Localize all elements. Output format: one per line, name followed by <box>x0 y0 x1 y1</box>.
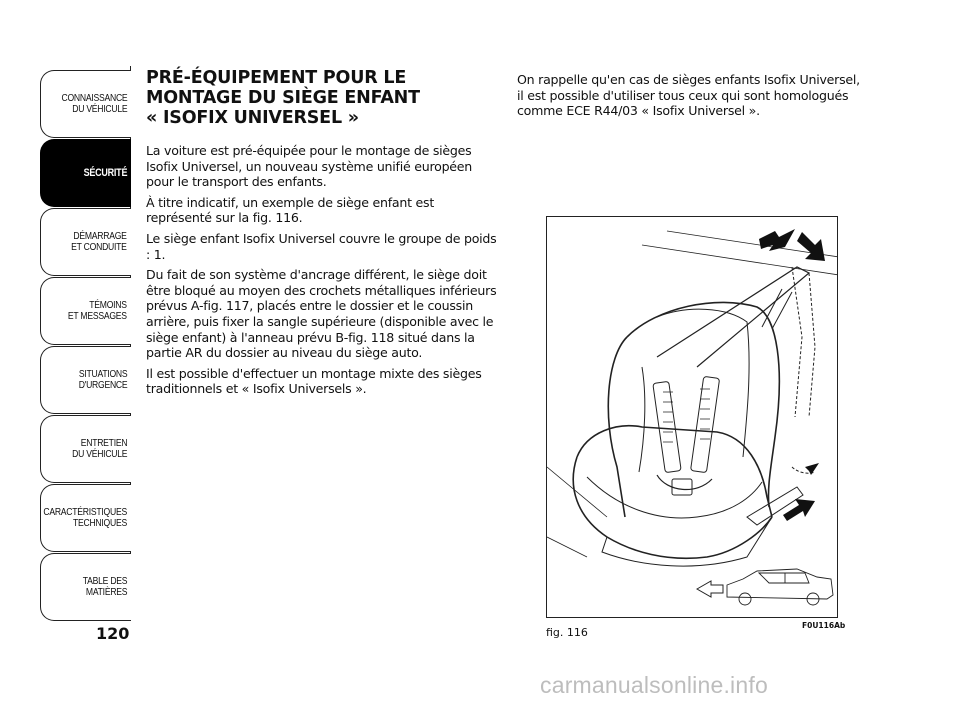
tab-entretien[interactable] <box>40 415 131 483</box>
paragraph: Il est possible d'effectuer un montage mixte des sièges traditionnels et « Isofix Universels ». <box>146 365 482 397</box>
tab-label: TÉMOINS ET MESSAGES <box>68 299 127 322</box>
tab-situations[interactable] <box>40 346 131 414</box>
tab-label: TABLE DES MATIÈRES <box>82 575 127 598</box>
tab-label: CARACTÉRISTIQUES TECHNIQUES <box>43 506 127 529</box>
paragraph: Le siège enfant Isofix Universel couvre le groupe de poids : 1. <box>146 230 497 262</box>
paragraph: À titre indicatif, un exemple de siège enfant est représenté sur la fig. 116. <box>146 194 435 226</box>
section-title: PRÉ-ÉQUIPEMENT POUR LE MONTAGE DU SIÈGE ENFANT « ISOFIX UNIVERSEL » <box>146 68 420 128</box>
figure-caption: fig. 116 <box>546 626 588 639</box>
tab-temoins[interactable] <box>40 277 131 345</box>
tab-connaissance[interactable] <box>40 70 131 138</box>
main-column <box>146 68 502 402</box>
tab-label: SITUATIONS D'URGENCE <box>78 368 127 391</box>
tab-demarrage[interactable] <box>40 208 131 276</box>
isofix-child-seat-drawing <box>547 217 838 618</box>
tab-label: DÉMARRAGE ET CONDUITE <box>71 230 127 253</box>
paragraph: On rappelle qu'en cas de sièges enfants Isofix Universel, il est possible d'utiliser tous ceux qui sont homologués comme ECE R44/03 « Isofix Universel ». <box>517 72 860 119</box>
car-pictogram <box>727 569 833 605</box>
paragraph: La voiture est pré-équipée pour le montage de sièges Isofix Universel, un nouveau système unifié européen pour le transport des enfants. <box>146 143 473 190</box>
figure-116 <box>546 216 838 618</box>
tab-label: ENTRETIEN DU VÉHICULE <box>71 437 127 460</box>
paragraph: Du fait de son système d'ancrage différent, le siège doit être bloqué au moyen des crochets métalliques inférieurs prévus A-fig. 117, placés entre le dossier et le coussin arrière, puis fixer la sangle supérieure (disponible avec le siège enfant) à l'anneau prévu B-fig. 118 situé dans la partie AR du dossier au niveau du siège auto. <box>146 267 497 361</box>
tab-label: SÉCURITÉ <box>83 166 127 179</box>
tab-securite[interactable] <box>40 139 131 207</box>
tab-label: CONNAISSANCE DU VÉHICULE <box>61 92 127 115</box>
watermark: carmanualsonline.info <box>540 672 768 698</box>
figure-code: F0U116Ab <box>802 621 846 630</box>
tab-caracteristiques[interactable] <box>40 484 131 552</box>
right-column <box>517 72 867 119</box>
chapter-tabs <box>40 70 131 622</box>
tab-table-matieres[interactable] <box>40 553 131 621</box>
page-number: 120 <box>96 624 130 643</box>
